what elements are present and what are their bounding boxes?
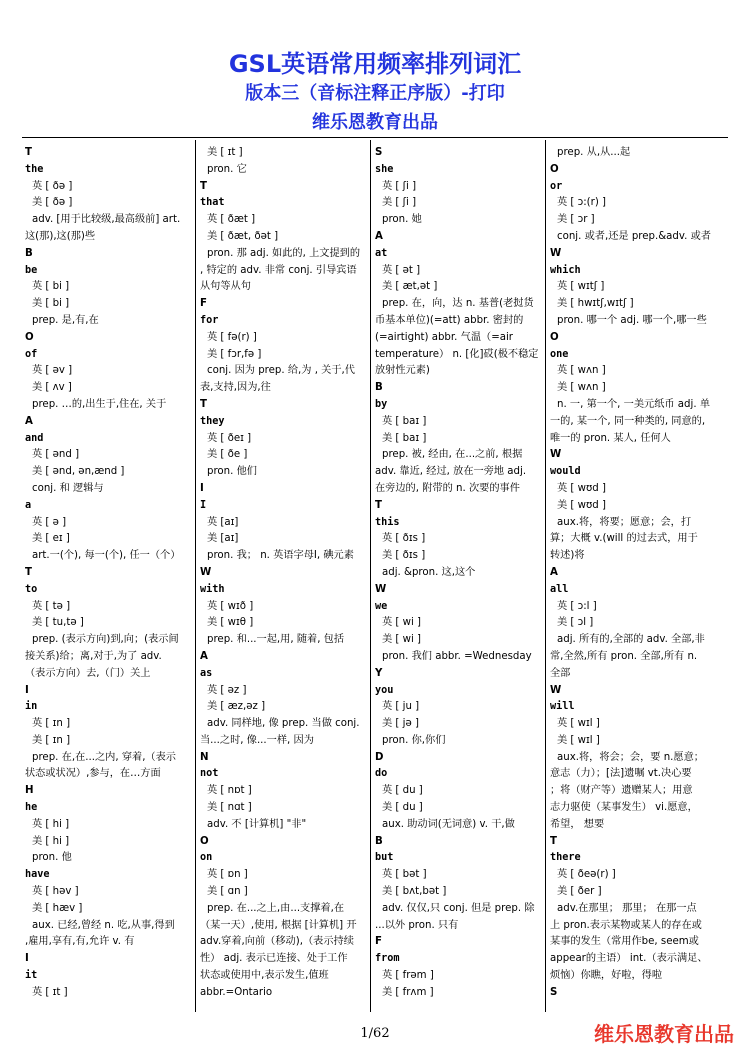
definition-continued: （某一天）,使用, 根据 [计算机] 开 bbox=[200, 919, 357, 931]
pronunciation: 英 [ wɪð ] bbox=[207, 600, 254, 612]
headword: that bbox=[200, 197, 225, 209]
pronunciation: 美 [ hwɪtʃ,wɪtʃ ] bbox=[557, 298, 634, 310]
vocab-column-2 bbox=[200, 145, 368, 1002]
pronunciation: 美 [ ɔr ] bbox=[557, 214, 595, 226]
definition: pron. 她 bbox=[382, 214, 422, 226]
headword: at bbox=[375, 247, 388, 259]
definition-continued: 一的, 某一个, 同一种类的, 同意的, bbox=[550, 415, 706, 427]
pronunciation: 美 [ frʌm ] bbox=[382, 986, 434, 998]
pronunciation: 英 [ əz ] bbox=[207, 684, 247, 696]
pronunciation: 英 [ bi ] bbox=[32, 281, 70, 293]
pronunciation: 美 [ bʌt,bət ] bbox=[382, 886, 447, 898]
definition: adv. 同样地, 像 prep. 当做 conj. bbox=[207, 718, 360, 730]
header-rule bbox=[22, 137, 728, 138]
pronunciation: 美 [ bi ] bbox=[32, 298, 70, 310]
headword: not bbox=[200, 768, 219, 780]
document-subtitle: 版本三（音标注释正序版）-打印 bbox=[245, 83, 505, 104]
definition: pron. 他们 bbox=[207, 466, 257, 478]
definition-continued: ；将（财产等）遗赠某人；用意 bbox=[550, 785, 693, 797]
pronunciation: 英 [ ɔ:l ] bbox=[557, 600, 597, 612]
pronunciation: 美 [ ɪn ] bbox=[32, 734, 71, 746]
headword: will bbox=[550, 701, 575, 713]
definition-continued: 烦恼）你瞧，好啦，得啦 bbox=[550, 970, 663, 982]
section-letter: T bbox=[200, 180, 207, 192]
pronunciation: 英 [ hi ] bbox=[32, 818, 70, 830]
definition-continued: adv.穿着,向前（移动),（表示持续 bbox=[200, 936, 354, 948]
headword: of bbox=[25, 348, 38, 360]
definition: adj. &pron. 这,这个 bbox=[382, 566, 476, 578]
definition: aux.将，将要；愿意；会，打 bbox=[557, 516, 692, 528]
pronunciation: 美 [ du ] bbox=[382, 802, 423, 814]
vocab-column-4 bbox=[550, 145, 718, 1002]
pronunciation: 英 [ ju ] bbox=[382, 701, 420, 713]
definition: n. 一, 第一个, 一美元纸币 adj. 单 bbox=[557, 398, 711, 410]
definition-continued: ...以外 pron. 只有 bbox=[375, 919, 459, 931]
pronunciation: 美 [ wi ] bbox=[382, 634, 422, 646]
section-letter: O bbox=[25, 331, 34, 343]
section-letter: W bbox=[550, 684, 562, 696]
definition: pron. 你,你们 bbox=[382, 734, 446, 746]
definition: prep. 从,从...起 bbox=[557, 147, 631, 158]
definition: pron. 哪一个 adj. 哪一个,哪一些 bbox=[557, 314, 707, 326]
headword: for bbox=[200, 314, 219, 326]
headword: on bbox=[200, 852, 213, 864]
section-letter: F bbox=[200, 298, 207, 310]
pronunciation: 美 [ fɔr,fə ] bbox=[207, 348, 262, 360]
definition-continued: temperature） n. [化]砹(极不稳定 bbox=[375, 348, 539, 360]
headword: it bbox=[25, 970, 38, 982]
definition: conj. 和 逻辑与 bbox=[32, 482, 104, 494]
definition-continued: 币基本单位)(=att) abbr. 密封的 bbox=[375, 314, 524, 326]
definition-continued: 当...之时, 像...一样, 因为 bbox=[200, 734, 314, 746]
pronunciation: 英 [ tə ] bbox=[32, 600, 71, 612]
pronunciation: 英 [ ðə ] bbox=[32, 180, 73, 192]
headword: by bbox=[375, 398, 388, 410]
headword: I bbox=[200, 499, 207, 511]
headword: from bbox=[375, 953, 400, 965]
definition: pron. 它 bbox=[207, 163, 247, 175]
definition-continued: （表示方向）去,（门）关上 bbox=[25, 667, 151, 679]
section-letter: W bbox=[550, 449, 562, 461]
section-letter: B bbox=[375, 835, 383, 847]
section-letter: I bbox=[200, 482, 204, 494]
headword: the bbox=[25, 163, 44, 175]
definition: prep. (表示方向)到,向；(表示间 bbox=[32, 634, 179, 646]
headword: all bbox=[550, 583, 569, 595]
definition-continued: 某事的发生（常用作be, seem或 bbox=[550, 936, 699, 948]
publisher-line: 维乐恩教育出品 bbox=[312, 112, 438, 133]
definition: pron. 我； n. 英语字母I, 碘元素 bbox=[207, 550, 354, 562]
definition-continued: 在旁边的, 附带的 n. 次要的事件 bbox=[375, 482, 520, 494]
section-letter: I bbox=[25, 684, 29, 696]
pronunciation: 美 [ ðæt, ðət ] bbox=[207, 230, 279, 242]
pronunciation: 英 [ ɒn ] bbox=[207, 869, 248, 881]
headword: be bbox=[25, 264, 38, 276]
vocab-column-3 bbox=[375, 145, 543, 1002]
pronunciation: 美 [ æt,ət ] bbox=[382, 281, 438, 293]
definition-continued: 接关系)给；离,对于,为了 adv. bbox=[25, 650, 162, 662]
pronunciation: 英 [aɪ] bbox=[207, 516, 239, 528]
definition: prep. 在，向，达 n. 基普(老挝货 bbox=[382, 298, 534, 310]
definition-continued: 放射性元素) bbox=[375, 365, 430, 377]
pronunciation: 英 [ ðeɪ ] bbox=[207, 432, 252, 444]
pronunciation: 美 [ nɑt ] bbox=[207, 802, 252, 814]
headword: with bbox=[200, 583, 225, 595]
section-letter: W bbox=[200, 566, 212, 578]
pronunciation: 英 [ frəm ] bbox=[382, 970, 434, 982]
section-letter: F bbox=[375, 936, 382, 948]
pronunciation: 英 [ baɪ ] bbox=[382, 415, 427, 427]
pronunciation: 英 [ əv ] bbox=[32, 365, 73, 377]
pronunciation: 英 [ ðæt ] bbox=[207, 214, 256, 226]
pronunciation: 英 [ ɔ:(r) ] bbox=[557, 197, 607, 209]
publisher-watermark: 维乐恩教育出品 bbox=[594, 1022, 734, 1046]
definition-continued: 性） adj. 表示已连接、处于工作 bbox=[200, 953, 348, 965]
pronunciation: 英 [ ət ] bbox=[382, 264, 421, 276]
definition: adv. [用于比较级,最高级前] art. bbox=[32, 214, 181, 226]
section-letter: A bbox=[25, 415, 33, 427]
headword: or bbox=[550, 180, 563, 192]
pronunciation: 英 [ ɪn ] bbox=[32, 718, 71, 730]
definition-continued: 这(那),这(那)些 bbox=[25, 230, 96, 242]
pronunciation: 美 [ ʃi ] bbox=[382, 197, 417, 209]
section-letter: O bbox=[550, 331, 559, 343]
headword: one bbox=[550, 348, 569, 360]
section-letter: S bbox=[550, 986, 558, 998]
headword: to bbox=[25, 583, 38, 595]
definition: prep. 和...一起,用, 随着, 包括 bbox=[207, 634, 345, 646]
headword: we bbox=[375, 600, 388, 612]
pronunciation: 英 [ ðɪs ] bbox=[382, 533, 426, 545]
headword: and bbox=[25, 432, 44, 444]
section-letter: W bbox=[550, 247, 562, 259]
definition-continued: 上 pron.表示某物或某人的存在或 bbox=[550, 919, 702, 931]
pronunciation: 英 [ wʊd ] bbox=[557, 482, 606, 494]
pronunciation: 美 [ æz,əz ] bbox=[207, 701, 266, 713]
section-letter: T bbox=[550, 835, 557, 847]
definition: adv.在那里； 那里； 在那一点 bbox=[557, 902, 697, 914]
pronunciation: 美 [ ʌv ] bbox=[32, 382, 72, 394]
definition: conj. 因为 prep. 给,为 , 关于,代 bbox=[207, 365, 355, 377]
section-letter: S bbox=[375, 147, 383, 158]
pronunciation: 美 [ ðə ] bbox=[32, 197, 73, 209]
page-number: 1/62 bbox=[360, 1026, 390, 1041]
pronunciation: 美 [ jə ] bbox=[382, 718, 419, 730]
section-letter: O bbox=[200, 835, 209, 847]
definition: aux. 助动词(无词意) v. 干,做 bbox=[382, 818, 515, 830]
headword: would bbox=[550, 466, 581, 478]
pronunciation: 美 [ ðɪs ] bbox=[382, 550, 426, 562]
definition: prep. …的,出生于,住在, 关于 bbox=[32, 398, 167, 410]
headword: you bbox=[375, 684, 394, 696]
definition-continued: 唯一的 pron. 某人, 任何人 bbox=[550, 432, 671, 444]
definition-continued: 希望， 想要 bbox=[550, 818, 605, 830]
section-letter: A bbox=[550, 566, 558, 578]
pronunciation: 美 [ baɪ ] bbox=[382, 432, 427, 444]
headword: which bbox=[550, 264, 581, 276]
definition: pron. 他 bbox=[32, 852, 72, 864]
section-letter: A bbox=[200, 650, 208, 662]
pronunciation: 美 [ wʊd ] bbox=[557, 499, 606, 511]
headword: he bbox=[25, 802, 38, 814]
headword: in bbox=[25, 701, 38, 713]
pronunciation: 美 [ tu,tə ] bbox=[32, 617, 84, 629]
pronunciation: 美 [ wʌn ] bbox=[557, 382, 606, 394]
vocab-column-1 bbox=[25, 145, 193, 1002]
pronunciation: 英 [ ə ] bbox=[32, 516, 67, 528]
pronunciation: 英 [ wi ] bbox=[382, 617, 422, 629]
definition: prep. 被, 经由, 在...之前, 根据 bbox=[382, 449, 523, 461]
pronunciation: 美 [ wɪθ ] bbox=[207, 617, 254, 629]
section-letter: A bbox=[375, 230, 383, 242]
definition: adj. 所有的,全部的 adv. 全部,非 bbox=[557, 634, 705, 646]
column-divider bbox=[545, 140, 546, 1012]
definition-continued: (=airtight) abbr. 气温（=air bbox=[375, 331, 513, 343]
section-letter: B bbox=[375, 382, 383, 394]
section-letter: T bbox=[25, 566, 32, 578]
pronunciation: 美 [ ðe ] bbox=[207, 449, 248, 461]
pronunciation: 美 [ ɪt ] bbox=[207, 147, 243, 158]
pronunciation: 英 [ fə(r) ] bbox=[207, 331, 257, 343]
pronunciation: 美 [ ɔl ] bbox=[557, 617, 594, 629]
pronunciation: 美 [ hæv ] bbox=[32, 902, 83, 914]
definition-continued: 意志（力）；[法]遗嘱 vt.决心要 bbox=[550, 768, 692, 780]
definition-continued: abbr.=Ontario bbox=[200, 986, 273, 998]
pronunciation: 英 [ ənd ] bbox=[32, 449, 80, 461]
document-title: GSL英语常用频率排列词汇 bbox=[228, 50, 522, 78]
pronunciation: 英 [ bət ] bbox=[382, 869, 427, 881]
definition-continued: 状态或使用中,表示发生,值班 bbox=[200, 970, 329, 982]
section-letter: N bbox=[200, 751, 209, 763]
section-letter: T bbox=[375, 499, 382, 511]
headword: this bbox=[375, 516, 400, 528]
definition-continued: 转述)将 bbox=[550, 550, 585, 562]
column-divider bbox=[195, 140, 196, 1012]
pronunciation: 英 [ ðeə(r) ] bbox=[557, 869, 616, 881]
section-letter: T bbox=[25, 147, 32, 158]
pronunciation: 美 [ eɪ ] bbox=[32, 533, 70, 545]
definition-continued: 从句等从句 bbox=[200, 281, 251, 293]
definition-continued: appear的主语） int.（表示满足、 bbox=[550, 953, 708, 965]
definition: pron. 那 adj. 如此的, 上文提到的 bbox=[207, 247, 361, 259]
section-letter: Y bbox=[375, 667, 383, 679]
definition: aux. 已经,曾经 n. 吃,从事,得到 bbox=[32, 919, 175, 931]
definition: adv. 仅仅,只 conj. 但是 prep. 除 bbox=[382, 902, 535, 914]
section-letter: D bbox=[375, 751, 384, 763]
definition: adv. 不 [计算机] "非" bbox=[207, 818, 307, 830]
definition-continued: 算；大概 v.(will 的过去式，用于 bbox=[550, 533, 698, 545]
section-letter: W bbox=[375, 583, 387, 595]
headword: there bbox=[550, 852, 581, 864]
section-letter: I bbox=[25, 953, 29, 965]
headword: have bbox=[25, 869, 50, 881]
headword: as bbox=[200, 667, 213, 679]
pronunciation: 美 [ ɑn ] bbox=[207, 886, 248, 898]
pronunciation: 美 [ ənd, ən,ænd ] bbox=[32, 466, 125, 478]
section-letter: H bbox=[25, 785, 34, 797]
section-letter: O bbox=[550, 163, 559, 175]
headword: she bbox=[375, 163, 394, 175]
definition: prep. 在...之上,由...支撑着,在 bbox=[207, 902, 345, 914]
definition: art.一(个), 每一(个), 任一（个） bbox=[32, 550, 181, 562]
definition: prep. 在,在...之内, 穿着,（表示 bbox=[32, 751, 176, 763]
definition-continued: ,雇用,享有,有,允许 v. 有 bbox=[25, 936, 135, 948]
pronunciation: 英 [ wɪl ] bbox=[557, 718, 600, 730]
pronunciation: 美 [ ðer ] bbox=[557, 886, 602, 898]
headword: a bbox=[25, 499, 32, 511]
pronunciation: 美 [aɪ] bbox=[207, 533, 239, 545]
pronunciation: 英 [ nɒt ] bbox=[207, 785, 252, 797]
pronunciation: 英 [ wɪtʃ ] bbox=[557, 281, 605, 293]
definition-continued: 状态或状况）,参与，在…方面 bbox=[25, 768, 161, 780]
definition-continued: adv. 靠近, 经过, 放在一旁地 adj. bbox=[375, 466, 527, 478]
definition-continued: 表,支持,因为,往 bbox=[200, 382, 271, 394]
pronunciation: 英 [ həv ] bbox=[32, 886, 79, 898]
pronunciation: 美 [ hi ] bbox=[32, 835, 70, 847]
pronunciation: 英 [ ɪt ] bbox=[32, 986, 68, 998]
section-letter: B bbox=[25, 247, 33, 259]
headword: they bbox=[200, 415, 225, 427]
column-divider bbox=[370, 140, 371, 1012]
pronunciation: 美 [ wɪl ] bbox=[557, 734, 600, 746]
definition-continued: 全部 bbox=[550, 667, 571, 679]
definition-continued: , 特定的 adv. 非常 conj. 引导宾语 bbox=[200, 264, 357, 276]
pronunciation: 英 [ ʃi ] bbox=[382, 180, 417, 192]
pronunciation: 英 [ wʌn ] bbox=[557, 365, 606, 377]
definition: conj. 或者,还是 prep.&adv. 或者 bbox=[557, 230, 711, 242]
definition-continued: 常,全然,所有 pron. 全部,所有 n. bbox=[550, 650, 698, 662]
definition-continued: 志力驱使（某事发生） vi.愿意， bbox=[550, 802, 698, 814]
pronunciation: 英 [ du ] bbox=[382, 785, 423, 797]
definition: pron. 我们 abbr. =Wednesday bbox=[382, 650, 532, 662]
definition: prep. 是,有,在 bbox=[32, 314, 99, 326]
headword: do bbox=[375, 768, 388, 780]
definition: aux.将，将会；会，要 n.愿意； bbox=[557, 751, 704, 763]
section-letter: T bbox=[200, 398, 207, 410]
headword: but bbox=[375, 852, 394, 864]
